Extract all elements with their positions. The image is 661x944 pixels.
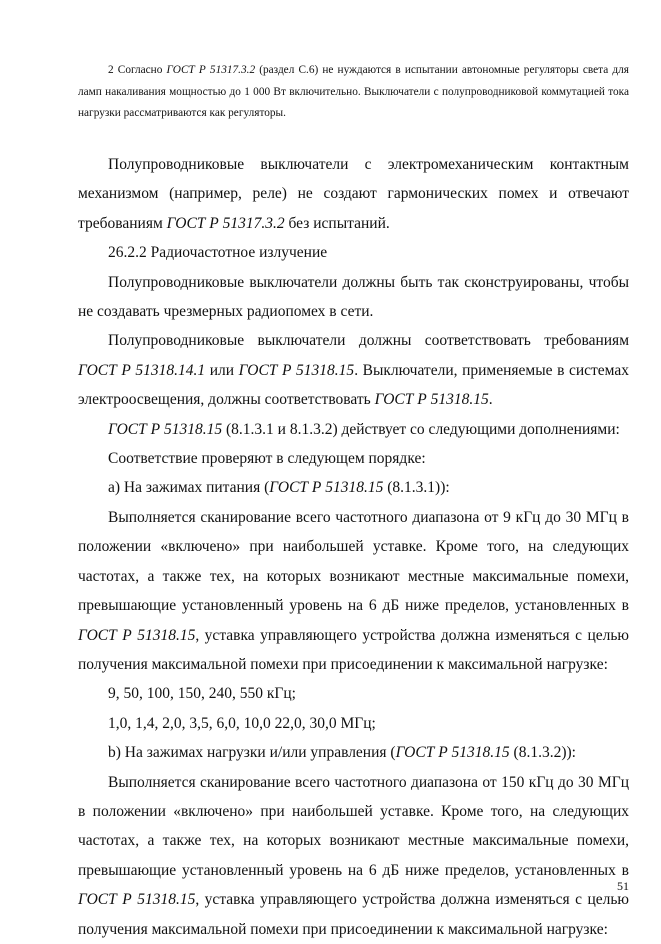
paragraph-text: , уставка управляющего устройства должна изменяться с целью получения максимальной помехи при присоединении к максимальной нагрузке: [78,891,630,938]
list-item-load-terminals [78,738,629,767]
standard-reference: ГОСТ Р 51317.3.2 [166,64,256,76]
paragraph-text: (8.1.3.1)): [383,479,450,497]
paragraph-text: (8.1.3.2)): [509,744,576,762]
section-heading: 26.2.2 Радиочастотное излучение [108,244,328,262]
page-number: 51 [617,879,629,893]
paragraph-text: . [488,391,493,409]
paragraph-text: . Выключатели, применяемые в системах электроосвещения, должны соответствовать [78,361,630,409]
standard-reference: ГОСТ Р 51318.15 [238,361,355,379]
footnote-block [78,60,629,125]
paragraph-text: b) На зажимах нагрузки и/или управления ( [108,744,396,762]
paragraph-additions [78,415,629,444]
paragraph-scan-load [78,768,629,944]
standard-reference: ГОСТ Р 51318.15 [78,626,196,644]
footnote-prefix: 2 Согласно [108,64,167,76]
standard-reference: ГОСТ Р 51318.15 [108,420,223,438]
paragraph-text: Выполняется сканирование всего частотного диапазона от 9 кГц до 30 МГц в положении «включено» при наибольшей уставке. Кроме того, на следующих частотах, а также тех, на которых возникают местные максимальные помехи, превышающие установленный уровень на 6 дБ ниже пределов, установленных в [78,508,629,615]
paragraph-requirements [78,326,629,414]
paragraph-procedure: Соответствие проверяют в следующем порядке: [108,450,426,468]
paragraph-scan-supply [78,503,629,679]
standard-reference: ГОСТ Р 51318.15 [374,391,489,409]
standard-reference: ГОСТ Р 51318.15 [78,891,196,909]
paragraph-text: без испытаний. [284,214,390,232]
list-item-supply-terminals [78,473,629,502]
paragraph-text: (8.1.3.1 и 8.1.3.2) действует со следующими дополнениями: [222,420,620,438]
paragraph-text: Полупроводниковые выключатели должны соответствовать требованиям [108,332,629,350]
paragraph-harmonics [78,150,629,238]
standard-reference: ГОСТ Р 51318.15 [395,744,510,762]
footnote-paragraph [78,60,629,125]
footnote-text: (раздел С.6) не нуждаются в испытании автономные регуляторы света для ламп накаливания мощностью до 1 000 Вт включительно. Выключатели с полупроводниковой коммутацией тока нагрузки рассматриваются как регуляторы. [78,64,629,120]
paragraph-text: Выполняется сканирование всего частотного диапазона от 150 кГц до 30 МГц в положении «включено» при наибольшей уставке. Кроме того, на следующих частотах, а также тех, на которых возникают местные максимальные помехи, превышающие установленный уровень на 6 дБ ниже пределов, установленных в [78,773,629,879]
paragraph-text: , уставка управляющего устройства должна изменяться с целью получения максимальной помехи при присоединении к максимальной нагрузке: [78,626,630,673]
paragraph-text: или [205,361,239,379]
standard-reference: ГОСТ Р 51318.15 [269,479,384,497]
standard-reference: ГОСТ Р 51318.14.1 [78,361,206,379]
paragraph-radio-design: Полупроводниковые выключатели должны быть так сконструированы, чтобы не создавать чрезмерных радиопомех в сети. [78,273,629,321]
paragraph-text: а) На зажимах питания ( [108,479,270,497]
frequency-list-mhz: 1,0, 1,4, 2,0, 3,5, 6,0, 10,0 22,0, 30,0 МГц; [108,714,376,732]
main-text [78,150,629,944]
standard-reference: ГОСТ Р 51317.3.2 [166,214,285,232]
frequency-list-khz: 9, 50, 100, 150, 240, 550 кГц; [108,685,296,703]
paragraph-text: Полупроводниковые выключатели с электромеханическим контактным механизмом (например, реле) не создают гармонических помех и отвечают требованиям [78,156,629,232]
